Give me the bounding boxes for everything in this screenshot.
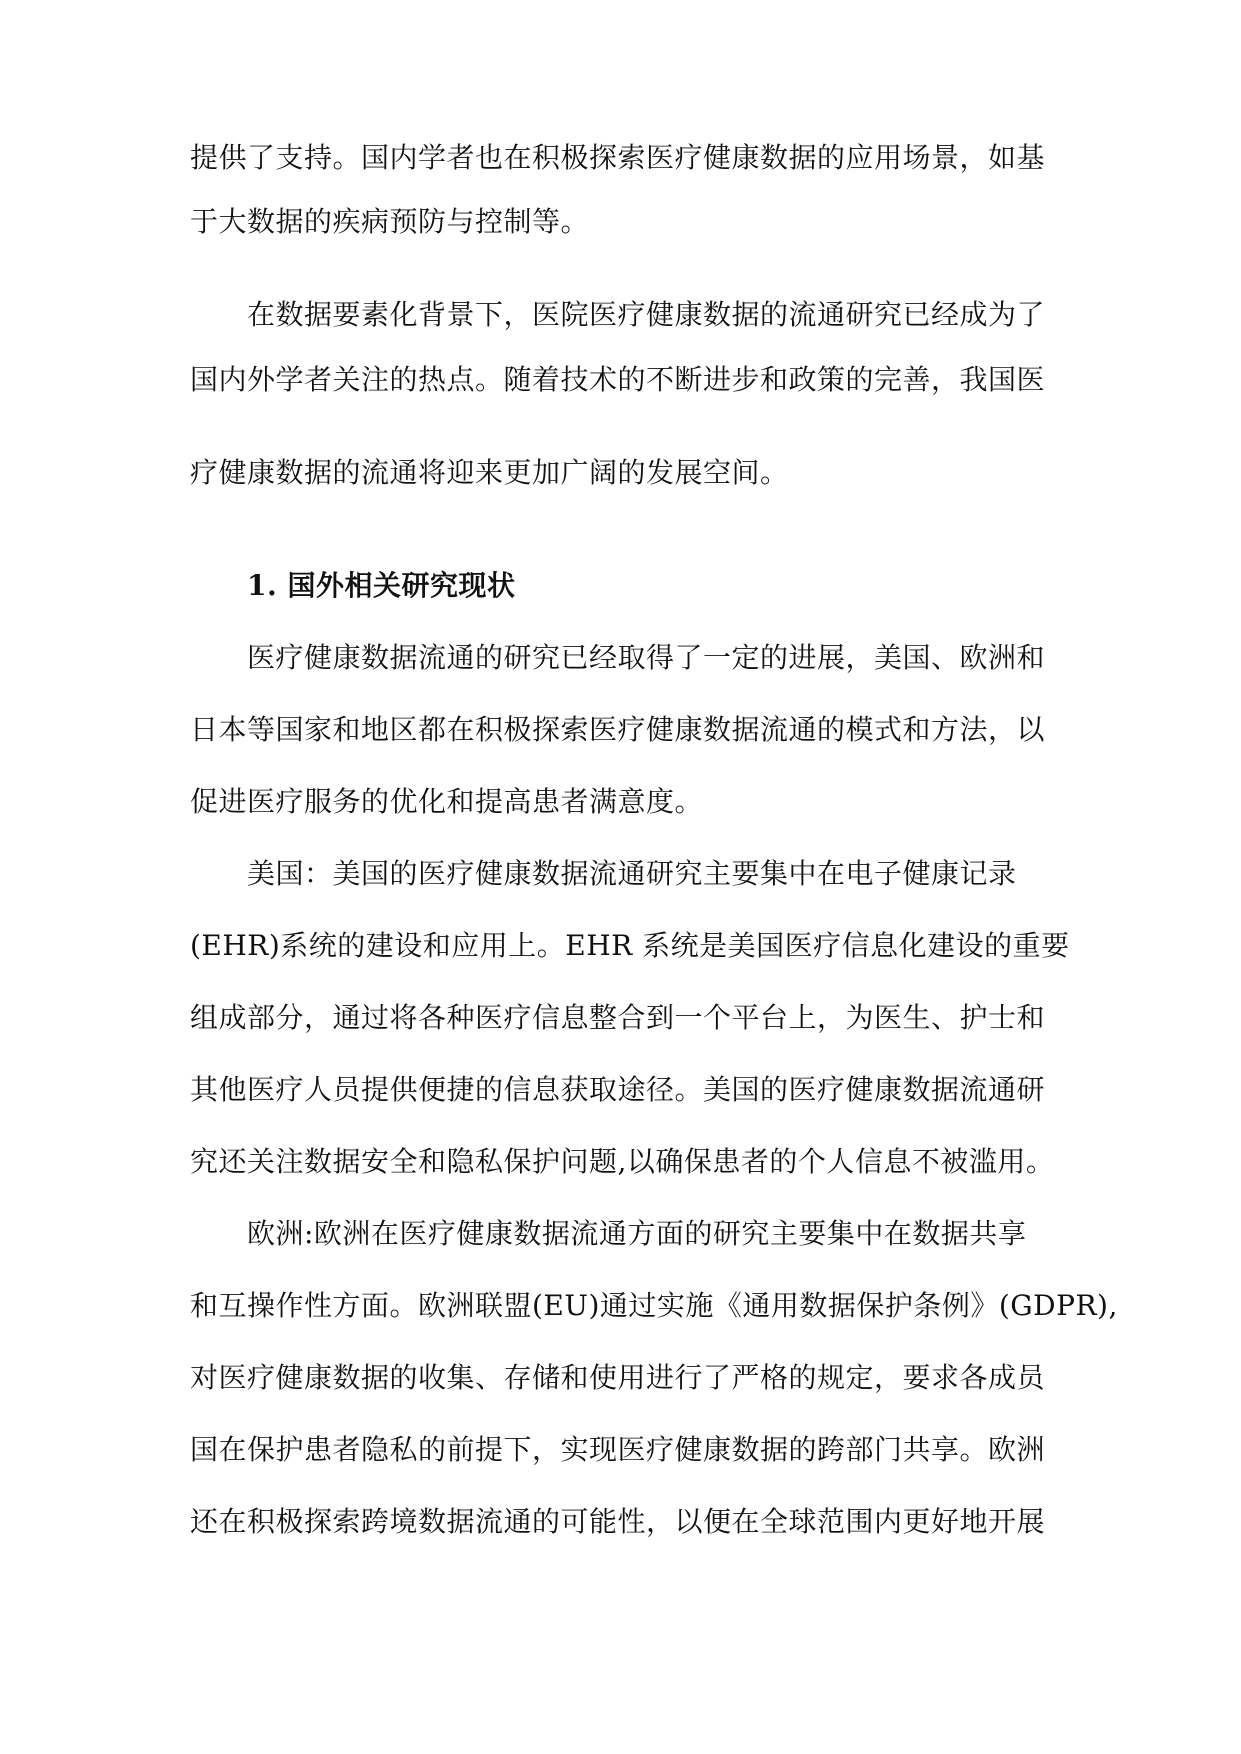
text-line: 其他医疗人员提供便捷的信息获取途径。美国的医疗健康数据流通研 xyxy=(190,1073,1046,1106)
text-line: (EHR)系统的建设和应用上。EHR 系统是美国医疗信息化建设的重要 xyxy=(190,929,1070,962)
paragraph-first-line: 在数据要素化背景下，医院医疗健康数据的流通研究已经成为了 xyxy=(247,298,1046,331)
paragraph-first-line: 医疗健康数据流通的研究已经取得了一定的进展，美国、欧洲和 xyxy=(247,641,1046,674)
text-line: 国在保护患者隐私的前提下，实现医疗健康数据的跨部门共享。欧洲 xyxy=(190,1433,1046,1466)
text-line: 于大数据的疾病预防与控制等。 xyxy=(190,205,590,238)
text-line: 国内外学者关注的热点。随着技术的不断进步和政策的完善，我国医 xyxy=(190,363,1046,396)
section-heading: 1. 国外相关研究现状 xyxy=(247,569,516,602)
text-line: 促进医疗服务的优化和提高患者满意度。 xyxy=(190,785,704,818)
text-line: 还在积极探索跨境数据流通的可能性，以便在全球范围内更好地开展 xyxy=(190,1505,1046,1538)
text-line: 组成部分，通过将各种医疗信息整合到一个平台上，为医生、护士和 xyxy=(190,1001,1046,1034)
text-line: 究还关注数据安全和隐私保护问题,以确保患者的个人信息不被滥用。 xyxy=(190,1145,1055,1178)
text-line: 疗健康数据的流通将迎来更加广阔的发展空间。 xyxy=(190,456,789,489)
text-line: 日本等国家和地区都在积极探索医疗健康数据流通的模式和方法，以 xyxy=(190,713,1046,746)
paragraph-first-line: 美国：美国的医疗健康数据流通研究主要集中在电子健康记录 xyxy=(247,857,1017,890)
paragraph-first-line: 欧洲:欧洲在医疗健康数据流通方面的研究主要集中在数据共享 xyxy=(247,1217,1027,1250)
text-line: 和互操作性方面。欧洲联盟(EU)通过实施《通用数据保护条例》(GDPR), xyxy=(190,1289,1118,1322)
text-line: 提供了支持。国内学者也在积极探索医疗健康数据的应用场景，如基 xyxy=(190,141,1046,174)
text-line: 对医疗健康数据的收集、存储和使用进行了严格的规定，要求各成员 xyxy=(190,1361,1046,1394)
